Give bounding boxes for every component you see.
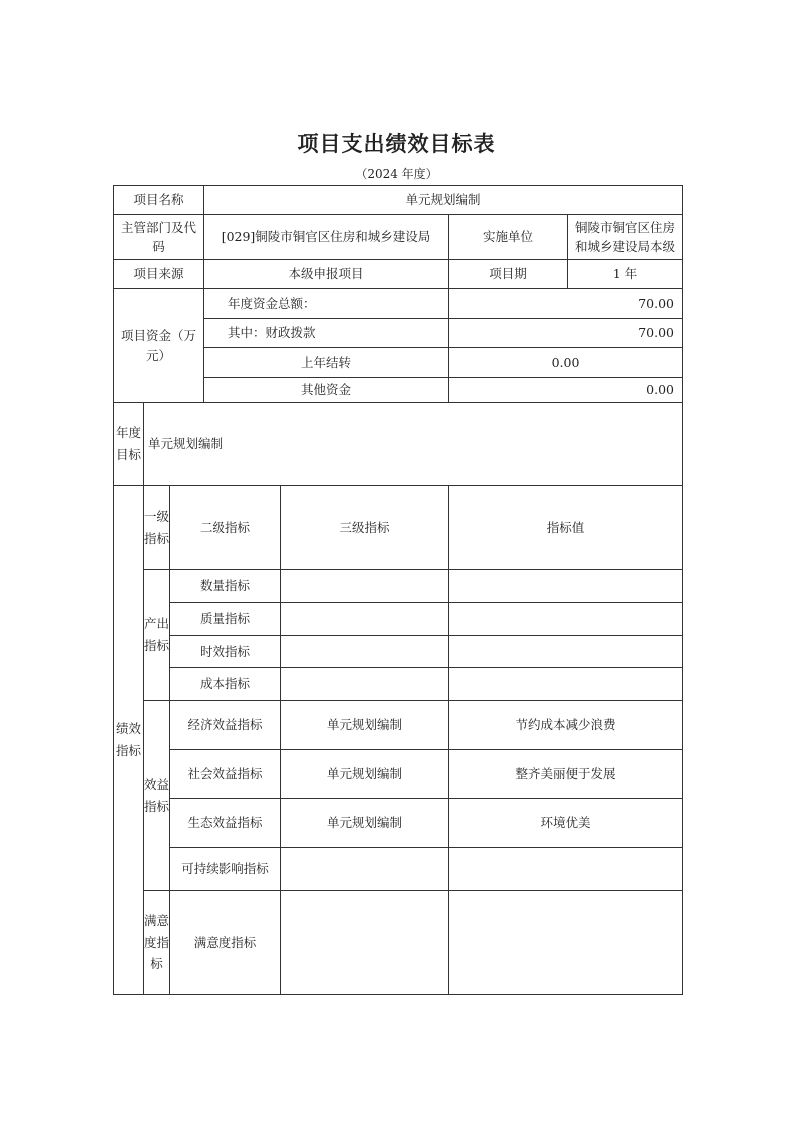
social-benefit-label: 社会效益指标 — [170, 750, 281, 799]
project-name-row — [114, 186, 683, 215]
performance-indicators-label: 绩效指标 — [114, 486, 144, 995]
project-name-value: 单元规划编制 — [204, 186, 683, 215]
social-benefit-level3: 单元规划编制 — [281, 750, 449, 799]
page-title: 项目支出绩效目标表 — [297, 132, 496, 156]
level3-header: 三级指标 — [281, 486, 449, 570]
ecological-benefit-level3: 单元规划编制 — [281, 799, 449, 848]
funds-fiscal-label: 其中：财政拨款 — [204, 319, 449, 348]
funds-label: 项目资金（万元） — [114, 289, 204, 403]
department-row — [114, 215, 683, 260]
economic-benefit-value: 节约成本减少浪费 — [449, 701, 683, 750]
ecological-benefit-label: 生态效益指标 — [170, 799, 281, 848]
funds-total-value: 70.00 — [449, 289, 683, 319]
table-row — [114, 668, 683, 701]
project-name-label: 项目名称 — [114, 186, 204, 215]
cost-indicator-label: 成本指标 — [170, 668, 281, 701]
economic-benefit-level3: 单元规划编制 — [281, 701, 449, 750]
timeliness-level3 — [281, 636, 449, 668]
level1-header: 一级指标 — [144, 486, 170, 570]
department-label: 主管部门及代码 — [114, 215, 204, 260]
funds-other-label: 其他资金 — [204, 378, 449, 403]
source-label: 项目来源 — [114, 260, 204, 289]
social-benefit-value: 整齐美丽便于发展 — [449, 750, 683, 799]
funds-other-value: 0.00 — [449, 378, 683, 403]
table-row — [114, 848, 683, 891]
funds-fiscal-value: 70.00 — [449, 319, 683, 348]
source-row — [114, 260, 683, 289]
table-row — [114, 891, 683, 995]
sustainable-impact-value — [449, 848, 683, 891]
cost-value — [449, 668, 683, 701]
quantity-level3 — [281, 570, 449, 603]
page-subtitle: （2024 年度） — [355, 167, 438, 181]
indicator-header-row — [114, 486, 683, 570]
annual-goal-label: 年度目标 — [114, 403, 144, 486]
quality-value — [449, 603, 683, 636]
table-row — [114, 701, 683, 750]
table-row — [114, 603, 683, 636]
funds-total-label: 年度资金总额： — [204, 289, 449, 319]
level2-header: 二级指标 — [170, 486, 281, 570]
sustainable-impact-label: 可持续影响指标 — [170, 848, 281, 891]
sustainable-impact-level3 — [281, 848, 449, 891]
funds-carryover-label: 上年结转 — [204, 348, 449, 378]
economic-benefit-label: 经济效益指标 — [170, 701, 281, 750]
timeliness-indicator-label: 时效指标 — [170, 636, 281, 668]
quantity-value — [449, 570, 683, 603]
timeliness-value — [449, 636, 683, 668]
table-row — [114, 750, 683, 799]
benefit-indicators-label: 效益指标 — [144, 701, 170, 891]
quality-level3 — [281, 603, 449, 636]
funds-carryover-value: 0.00 — [449, 348, 683, 378]
period-value: 1 年 — [568, 260, 683, 289]
performance-table — [113, 185, 683, 995]
satisfaction-value — [449, 891, 683, 995]
funds-total-row — [114, 289, 683, 319]
period-label: 项目期 — [449, 260, 568, 289]
indicator-value-header: 指标值 — [449, 486, 683, 570]
annual-goal-row — [114, 403, 683, 486]
satisfaction-level3 — [281, 891, 449, 995]
satisfaction-level2-label: 满意度指标 — [170, 891, 281, 995]
annual-goal-value: 单元规划编制 — [144, 403, 683, 486]
source-value: 本级申报项目 — [204, 260, 449, 289]
department-value: [029]铜陵市铜官区住房和城乡建设局 — [204, 215, 449, 260]
table-row — [114, 799, 683, 848]
implementer-value: 铜陵市铜官区住房和城乡建设局本级 — [568, 215, 683, 260]
ecological-benefit-value: 环境优美 — [449, 799, 683, 848]
table-row — [114, 570, 683, 603]
table-row — [114, 636, 683, 668]
cost-level3 — [281, 668, 449, 701]
quantity-indicator-label: 数量指标 — [170, 570, 281, 603]
implementer-label: 实施单位 — [449, 215, 568, 260]
quality-indicator-label: 质量指标 — [170, 603, 281, 636]
output-indicators-label: 产出指标 — [144, 570, 170, 701]
satisfaction-indicators-label: 满意度指标 — [144, 891, 170, 995]
